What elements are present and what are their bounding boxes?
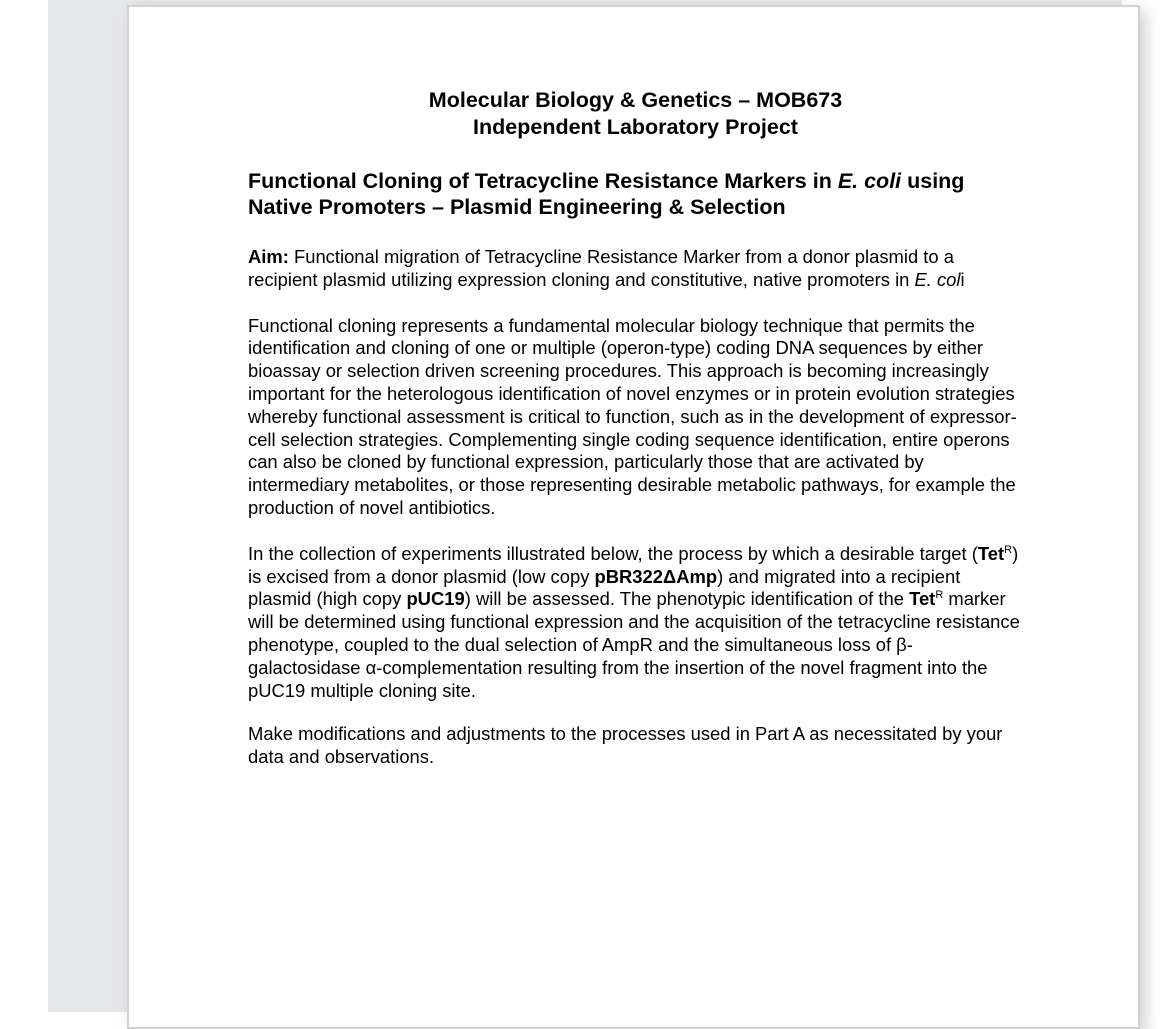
- page-content: [248, 87, 1023, 769]
- p2-text-5: marker will be determined using functional expression and the acquisition of the tetracycline resistance phenotype, coupled to the dual selection of AmpR and the simultaneous loss of β-galactosidase α-complementation resulting from the insertion of the novel fragment into the pUC19 multiple cloning site.: [248, 588, 1020, 701]
- donor-plasmid: pBR322ΔAmp: [594, 565, 718, 587]
- document-viewer: [48, 0, 1122, 1012]
- p2-text-1: In the collection of experiments illustrated below, the process by which a desirable target (: [248, 542, 978, 564]
- document-page: [127, 5, 1140, 1029]
- title-part1: Functional Cloning of Tetracycline Resistance Markers in: [248, 169, 838, 193]
- paragraph-modifications: Make modifications and adjustments to the processes used in Part A as necessitated by your data and observations.: [248, 723, 1003, 768]
- tet-marker: Tet: [977, 542, 1005, 564]
- tet-marker-2: Tet: [909, 588, 936, 610]
- title-part2: using Native Promoters – Plasmid Engineering & Selection: [248, 169, 965, 219]
- course-heading: [248, 87, 1023, 141]
- p2-text-2: ) is excised from a donor plasmid (low copy: [248, 542, 1019, 587]
- p2-text-3: ) and migrated into a recipient plasmid (high copy: [248, 565, 961, 610]
- aim-tail: i: [960, 268, 965, 290]
- title-italic: E. coli: [837, 169, 902, 193]
- p2-text-4: ) will be assessed. The phenotypic identification of the: [464, 588, 910, 610]
- recipient-plasmid: pUC19: [406, 588, 465, 610]
- paragraph-experiments: [248, 543, 1023, 703]
- tet-superscript-2: R: [935, 589, 944, 602]
- aim-label: Aim:: [248, 246, 289, 267]
- aim-paragraph: [248, 246, 1023, 292]
- aim-italic: E. col: [914, 268, 961, 290]
- tet-superscript: R: [1004, 543, 1013, 556]
- project-title: [248, 168, 1023, 220]
- project-line: Independent Laboratory Project: [473, 115, 798, 139]
- aim-text: Functional migration of Tetracycline Resistance Marker from a donor plasmid to a recipient plasmid utilizing expression cloning and constitutive, native promoters in: [248, 246, 954, 290]
- course-line: Molecular Biology & Genetics – MOB673: [428, 88, 843, 112]
- paragraph-functional-cloning: Functional cloning represents a fundamental molecular biology technique that permits the identification and cloning of one or multiple (operon-type) coding DNA sequences by either bioassay or selection driven screening procedures. This approach is becoming increasingly important for the heterologous identification of novel enzymes or in protein evolution strategies whereby functional assessment is critical to function, such as in the development of expressor-cell selection strategies. Complementing single coding sequence identification, entire operons can also be cloned by functional expression, particularly those that are activated by intermediary metabolites, or those representing desirable metabolic pathways, for example the production of novel antibiotics.: [248, 314, 1017, 518]
